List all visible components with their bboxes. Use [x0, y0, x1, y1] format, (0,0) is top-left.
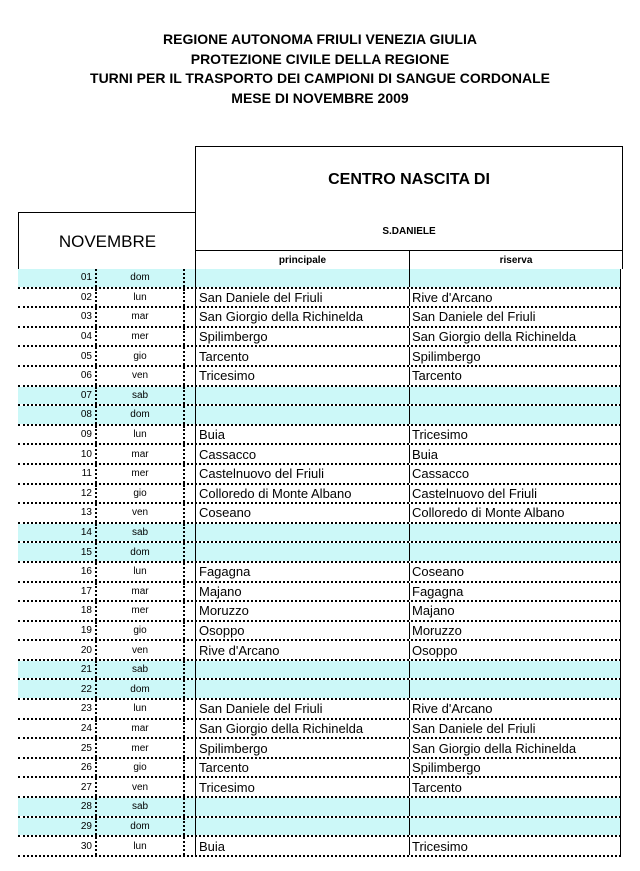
day-number: 10	[80, 448, 92, 460]
principale-cell: San Giorgio della Richinelda	[195, 720, 409, 738]
table-row	[18, 269, 621, 289]
spacer-cell	[183, 700, 195, 718]
table-row	[18, 837, 621, 857]
riserva-cell	[409, 818, 621, 836]
day-number: 25	[80, 742, 92, 754]
day-number: 03	[80, 311, 92, 323]
principale-cell: Tricesimo	[195, 778, 409, 796]
day-number: 29	[18, 818, 95, 836]
table-row	[18, 465, 621, 485]
principale-cell: Majano	[195, 583, 409, 601]
principale-cell: San Daniele del Friuli	[195, 289, 409, 307]
weekday: gio	[95, 622, 183, 640]
riserva-cell: Colloredo di Monte Albano	[409, 504, 621, 522]
riserva-cell: Coseano	[409, 563, 621, 581]
weekday: dom	[95, 543, 183, 561]
month-header-cell	[18, 212, 196, 271]
riserva-cell: San Giorgio della Richinelda	[409, 328, 621, 346]
riserva-cell: San Daniele del Friuli	[409, 308, 621, 326]
principale-cell: Buia	[195, 426, 409, 444]
principale-cell	[195, 269, 409, 287]
table-row	[18, 641, 621, 661]
spacer-cell	[183, 406, 195, 424]
weekday: lun	[95, 837, 183, 855]
riserva-cell	[409, 680, 621, 698]
table-row	[18, 700, 621, 720]
col-principale-header: principale	[196, 251, 410, 270]
day-number: 17	[80, 585, 92, 597]
principale-cell: San Giorgio della Richinelda	[195, 308, 409, 326]
spacer-cell	[183, 622, 195, 640]
spacer-cell	[183, 524, 195, 542]
column-subheaders	[196, 250, 622, 270]
spacer-cell	[183, 445, 195, 463]
weekday: mer	[95, 465, 183, 483]
weekday: gio	[95, 759, 183, 777]
spacer-cell	[183, 387, 195, 405]
spacer-cell	[183, 602, 195, 620]
day-number: 04	[80, 331, 92, 343]
principale-cell: Tarcento	[195, 759, 409, 777]
day-number: 07	[18, 387, 95, 405]
principale-cell: Cassacco	[195, 445, 409, 463]
weekday: dom	[95, 680, 183, 698]
weekday: ven	[95, 504, 183, 522]
principale-cell	[195, 406, 409, 424]
table-row	[18, 602, 621, 622]
weekday: gio	[95, 347, 183, 365]
riserva-cell: San Daniele del Friuli	[409, 720, 621, 738]
spacer-cell	[183, 465, 195, 483]
month-label: NOVEMBRE	[58, 231, 157, 251]
table-row	[18, 778, 621, 798]
day-number: 30	[80, 840, 92, 852]
spacer-cell	[183, 720, 195, 738]
spacer-cell	[183, 759, 195, 777]
riserva-cell: Spilimbergo	[409, 759, 621, 777]
day-number: 14	[18, 524, 95, 542]
principale-cell: Colloredo di Monte Albano	[195, 485, 409, 503]
header-line-protezione: PROTEZIONE CIVILE DELLA REGIONE	[190, 50, 450, 67]
spacer-cell	[183, 641, 195, 659]
day-number: 16	[80, 566, 92, 578]
principale-cell: Fagagna	[195, 563, 409, 581]
centro-name: S.DANIELE	[382, 226, 436, 237]
spacer-cell	[183, 778, 195, 796]
day-number: 01	[18, 269, 95, 287]
riserva-cell: Buia	[409, 445, 621, 463]
day-number: 18	[80, 605, 92, 617]
weekday: ven	[95, 778, 183, 796]
spacer-cell	[183, 543, 195, 561]
header-line-mese: MESE DI NOVEMBRE 2009	[231, 89, 409, 106]
table-row	[18, 759, 621, 779]
spacer-cell	[183, 347, 195, 365]
riserva-cell: Osoppo	[409, 641, 621, 659]
spacer-cell	[183, 485, 195, 503]
weekday: lun	[95, 700, 183, 718]
spacer-cell	[183, 661, 195, 679]
spacer-cell	[183, 328, 195, 346]
riserva-cell	[409, 543, 621, 561]
day-number: 06	[80, 370, 92, 382]
riserva-cell: San Giorgio della Richinelda	[409, 739, 621, 757]
weekday: dom	[95, 818, 183, 836]
principale-cell: Coseano	[195, 504, 409, 522]
spacer-cell	[183, 289, 195, 307]
principale-cell: Tarcento	[195, 347, 409, 365]
principale-cell	[195, 680, 409, 698]
centro-label: CENTRO NASCITA DI	[328, 171, 490, 188]
weekday: ven	[95, 641, 183, 659]
riserva-cell	[409, 387, 621, 405]
table-row	[18, 818, 621, 838]
weekday: gio	[95, 485, 183, 503]
weekday: ven	[95, 367, 183, 385]
riserva-cell: Castelnuovo del Friuli	[409, 485, 621, 503]
spacer-cell	[183, 563, 195, 581]
weekday: sab	[95, 524, 183, 542]
day-number: 27	[80, 781, 92, 793]
riserva-cell: Tricesimo	[409, 426, 621, 444]
day-number: 13	[80, 507, 92, 519]
centro-header-block	[195, 146, 623, 269]
table-row	[18, 720, 621, 740]
principale-cell	[195, 798, 409, 816]
riserva-cell: Rive d'Arcano	[409, 289, 621, 307]
principale-cell	[195, 661, 409, 679]
table-row	[18, 543, 621, 563]
weekday: lun	[95, 426, 183, 444]
day-number: 05	[80, 350, 92, 362]
table-row	[18, 798, 621, 818]
table-row	[18, 308, 621, 328]
day-number: 24	[80, 722, 92, 734]
riserva-cell	[409, 524, 621, 542]
principale-cell	[195, 818, 409, 836]
table-row	[18, 289, 621, 309]
spacer-cell	[183, 426, 195, 444]
table-row	[18, 406, 621, 426]
weekday: mer	[95, 602, 183, 620]
principale-cell: Castelnuovo del Friuli	[195, 465, 409, 483]
weekday: lun	[95, 289, 183, 307]
riserva-cell: Cassacco	[409, 465, 621, 483]
table-row	[18, 485, 621, 505]
table-row	[18, 739, 621, 759]
weekday: mar	[95, 720, 183, 738]
table-row	[18, 563, 621, 583]
principale-cell: Moruzzo	[195, 602, 409, 620]
table-row	[18, 680, 621, 700]
riserva-cell: Fagagna	[409, 583, 621, 601]
day-number: 19	[80, 624, 92, 636]
principale-cell: Rive d'Arcano	[195, 641, 409, 659]
spacer-cell	[183, 739, 195, 757]
principale-cell: Buia	[195, 837, 409, 855]
principale-cell: Spilimbergo	[195, 328, 409, 346]
day-number: 02	[80, 291, 92, 303]
table-row	[18, 504, 621, 524]
table-row	[18, 367, 621, 387]
day-number: 15	[18, 543, 95, 561]
spacer-cell	[183, 367, 195, 385]
principale-cell: Osoppo	[195, 622, 409, 640]
day-number: 12	[80, 487, 92, 499]
day-number: 28	[18, 798, 95, 816]
riserva-cell	[409, 798, 621, 816]
day-number: 08	[18, 406, 95, 424]
table-row	[18, 622, 621, 642]
spacer-cell	[183, 680, 195, 698]
spacer-cell	[183, 837, 195, 855]
spacer-cell	[183, 504, 195, 522]
table-row	[18, 661, 621, 681]
weekday: dom	[95, 406, 183, 424]
principale-cell	[195, 524, 409, 542]
day-number: 09	[80, 429, 92, 441]
weekday: mar	[95, 308, 183, 326]
weekday: sab	[95, 661, 183, 679]
weekday: sab	[95, 387, 183, 405]
weekday: dom	[95, 269, 183, 287]
table-row	[18, 524, 621, 544]
table-row	[18, 583, 621, 603]
table-row	[18, 347, 621, 367]
riserva-cell: Tricesimo	[409, 837, 621, 855]
weekday: mar	[95, 445, 183, 463]
spacer-cell	[183, 308, 195, 326]
spacer-cell	[183, 269, 195, 287]
principale-cell: San Daniele del Friuli	[195, 700, 409, 718]
day-number: 22	[18, 680, 95, 698]
principale-cell	[195, 543, 409, 561]
day-number: 11	[81, 468, 92, 480]
riserva-cell: Spilimbergo	[409, 347, 621, 365]
weekday: sab	[95, 798, 183, 816]
day-number: 21	[18, 661, 95, 679]
riserva-cell: Tarcento	[409, 778, 621, 796]
table-row	[18, 426, 621, 446]
col-riserva-header: riserva	[499, 255, 533, 266]
weekday: mer	[95, 328, 183, 346]
day-number: 26	[80, 762, 92, 774]
riserva-cell	[409, 661, 621, 679]
document-header	[0, 30, 640, 108]
riserva-cell: Rive d'Arcano	[409, 700, 621, 718]
weekday: lun	[95, 563, 183, 581]
principale-cell: Spilimbergo	[195, 739, 409, 757]
header-line-region: REGIONE AUTONOMA FRIULI VENEZIA GIULIA	[163, 31, 477, 47]
riserva-cell	[409, 406, 621, 424]
weekday: mar	[95, 583, 183, 601]
day-number: 23	[80, 703, 92, 715]
riserva-cell: Majano	[409, 602, 621, 620]
table-row	[18, 328, 621, 348]
spacer-cell	[183, 798, 195, 816]
riserva-cell: Tarcento	[409, 367, 621, 385]
header-line-turni: TURNI PER IL TRASPORTO DEI CAMPIONI DI SANGUE CORDONALE	[90, 70, 550, 86]
riserva-cell	[409, 269, 621, 287]
schedule-table-body	[18, 269, 621, 857]
table-row	[18, 445, 621, 465]
spacer-cell	[183, 818, 195, 836]
spacer-cell	[183, 583, 195, 601]
principale-cell: Tricesimo	[195, 367, 409, 385]
weekday: mer	[95, 739, 183, 757]
table-row	[18, 387, 621, 407]
day-number: 20	[80, 644, 92, 656]
principale-cell	[195, 387, 409, 405]
riserva-cell: Moruzzo	[409, 622, 621, 640]
